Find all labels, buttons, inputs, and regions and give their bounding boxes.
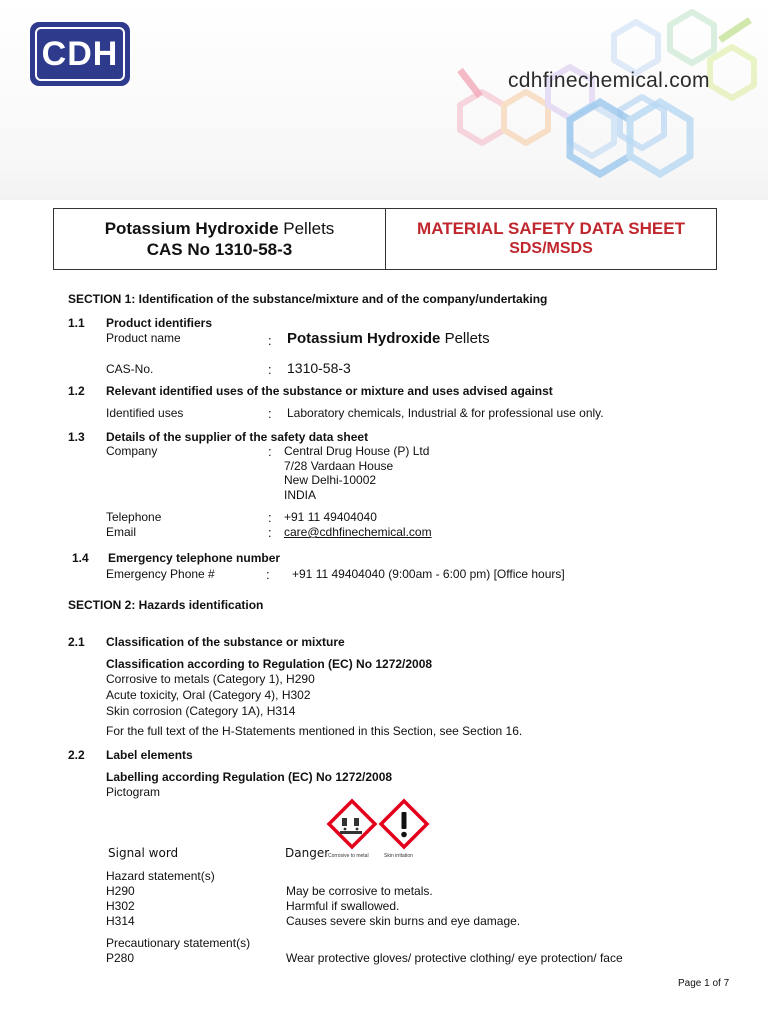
s1-4-title: Emergency telephone number bbox=[108, 551, 281, 565]
product-name-value bbox=[287, 330, 490, 347]
s2-2-title: Label elements bbox=[106, 748, 193, 762]
s1-1-title: Product identifiers bbox=[106, 316, 213, 330]
title-divider bbox=[385, 209, 386, 269]
company-line: INDIA bbox=[284, 488, 317, 502]
uses-value: Laboratory chemicals, Industrial & for professional use only. bbox=[287, 406, 604, 420]
colon: : bbox=[268, 525, 272, 540]
s2-1-title: Classification of the substance or mixture bbox=[106, 635, 345, 649]
s1-3-num: 1.3 bbox=[68, 430, 85, 444]
cdh-logo[interactable] bbox=[30, 22, 130, 86]
product-name-label: Product name bbox=[106, 331, 181, 345]
product-title bbox=[54, 219, 385, 239]
hazard-text: May be corrosive to metals. bbox=[286, 884, 433, 898]
s1-2-num: 1.2 bbox=[68, 384, 85, 398]
hazard-code: H314 bbox=[106, 914, 135, 928]
title-box bbox=[53, 208, 717, 270]
h-statement-note: For the full text of the H-Statements mentioned in this Section, see Section 16. bbox=[106, 724, 523, 738]
pictogram-caption: Corrosive to metal bbox=[328, 853, 369, 859]
hazard-text: Harmful if swallowed. bbox=[286, 899, 400, 913]
signal-word-value: Danger bbox=[285, 846, 330, 860]
page-indicator bbox=[678, 978, 729, 989]
classification-item: Acute toxicity, Oral (Category 4), H302 bbox=[106, 688, 311, 702]
colon: : bbox=[268, 362, 272, 377]
company-line: Central Drug House (P) Ltd bbox=[284, 444, 430, 458]
hazard-code: H290 bbox=[106, 884, 135, 898]
s1-1-num: 1.1 bbox=[68, 316, 85, 330]
hazard-statements-label: Hazard statement(s) bbox=[106, 869, 215, 883]
company-label: Company bbox=[106, 444, 158, 458]
company-line: 7/28 Vardaan House bbox=[284, 459, 394, 473]
emergency-phone: +91 11 49404040 bbox=[292, 567, 385, 581]
signal-word-label: Signal word bbox=[108, 846, 179, 860]
hazard-text: Causes severe skin burns and eye damage. bbox=[286, 914, 521, 928]
exclamation-pictogram-icon bbox=[381, 801, 427, 847]
page-label: Page bbox=[678, 978, 702, 989]
colon: : bbox=[268, 510, 272, 525]
product-title-rest: Pellets bbox=[283, 219, 335, 238]
s1-3-title: Details of the supplier of the safety data sheet bbox=[106, 430, 369, 444]
colon: : bbox=[266, 567, 270, 582]
product-name-bold: Potassium Hydroxide bbox=[287, 330, 441, 347]
precautionary-statements-label: Precautionary statement(s) bbox=[106, 936, 251, 950]
colon: : bbox=[268, 333, 272, 348]
cas-label: CAS-No. bbox=[106, 362, 154, 376]
s2-1-num: 2.1 bbox=[68, 635, 85, 649]
page-of-label: of bbox=[712, 978, 721, 989]
pictogram-caption: Skin irritation bbox=[384, 853, 413, 859]
classification-regulation: Classification according to Regulation (EC) No 1272/2008 bbox=[106, 657, 433, 671]
classification-item: Skin corrosion (Category 1A), H314 bbox=[106, 704, 296, 718]
pictograms bbox=[326, 798, 430, 852]
emergency-label: Emergency Phone # bbox=[106, 567, 215, 581]
precaution-text: Wear protective gloves/ protective clothing/ eye protection/ face bbox=[286, 951, 623, 965]
doc-type-subtitle: SDS/MSDS bbox=[509, 240, 593, 257]
page-number: 1 bbox=[704, 978, 710, 989]
classification-item: Corrosive to metals (Category 1), H290 bbox=[106, 672, 315, 686]
uses-label: Identified uses bbox=[106, 406, 184, 420]
page-total: 7 bbox=[723, 978, 730, 989]
telephone-label: Telephone bbox=[106, 510, 162, 524]
doc-type-title: MATERIAL SAFETY DATA SHEET bbox=[417, 219, 685, 238]
logo-text: CDH bbox=[41, 34, 119, 73]
s1-2-title: Relevant identified uses of the substance or mixture and uses advised against bbox=[106, 384, 553, 398]
pictogram-label: Pictogram bbox=[106, 785, 161, 799]
emergency-hours: (9:00am - 6:00 pm) [Office hours] bbox=[388, 567, 565, 581]
cas-title: CAS No 1310-58-3 bbox=[146, 240, 293, 259]
hazard-code: H302 bbox=[106, 899, 135, 913]
emergency-value bbox=[292, 567, 565, 581]
cas-value: 1310-58-3 bbox=[287, 360, 351, 376]
corrosion-pictogram-icon bbox=[329, 801, 375, 847]
colon: : bbox=[268, 406, 272, 421]
colon: : bbox=[268, 444, 272, 459]
molecule-decoration-icon bbox=[420, 0, 768, 200]
product-title-bold: Potassium Hydroxide bbox=[104, 219, 279, 238]
s2-2-num: 2.2 bbox=[68, 748, 85, 762]
website-link[interactable]: cdhfinechemical.com bbox=[508, 69, 710, 92]
s1-4-num: 1.4 bbox=[72, 551, 89, 565]
section2-title: SECTION 2: Hazards identification bbox=[68, 598, 264, 612]
company-line: New Delhi-10002 bbox=[284, 473, 377, 487]
telephone-value: +91 11 49404040 bbox=[284, 510, 377, 524]
precaution-code: P280 bbox=[106, 951, 135, 965]
labelling-regulation: Labelling according Regulation (EC) No 1272/2008 bbox=[106, 770, 393, 784]
email-label: Email bbox=[106, 525, 137, 539]
section1-title: SECTION 1: Identification of the substance/mixture and of the company/undertaking bbox=[68, 292, 548, 306]
product-name-rest: Pellets bbox=[444, 330, 490, 347]
email-link[interactable]: care@cdhfinechemical.com bbox=[284, 525, 432, 539]
